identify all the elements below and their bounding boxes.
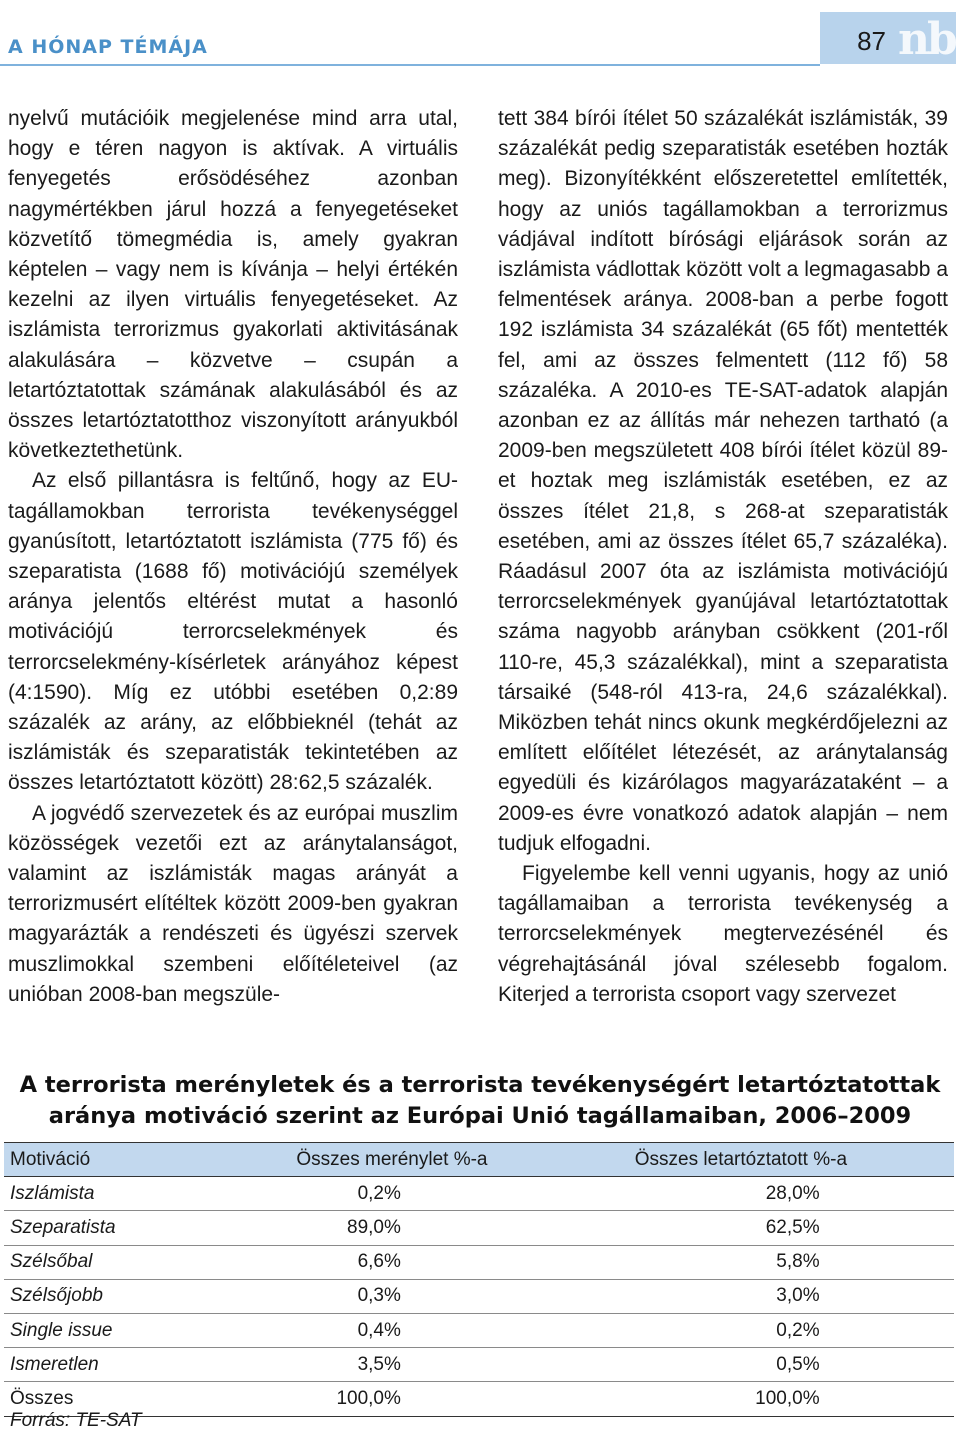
arrest-share: 5,8% bbox=[528, 1245, 826, 1279]
header-rule bbox=[0, 64, 820, 66]
attack-share: 6,6% bbox=[256, 1245, 407, 1279]
right-column bbox=[498, 104, 948, 1010]
left-paragraph-2: Az első pillantásra is feltűnő, hogy az EU-tagállamokban terrorista tevékenységgel gyanúsított, letartóztatott iszlámista (775 fő) és szeparatista (1688 fő) motivációjú személyek aránya jelentős eltérést mutat a hasonló motivációjú terrorcselekmények és terrorcselekmény-kísérletek arányához képest (4:1590). Míg ez utóbbi esetében 0,2:89 százalék az arány, az előbbieknél (tehát az iszlámisták és szeparatisták tekintetében az összes letartóztatott között) 28:62,5 százalék. bbox=[8, 469, 458, 795]
arrest-share: 28,0% bbox=[528, 1177, 826, 1211]
page-number: 87 bbox=[857, 26, 886, 56]
arrest-share: 62,5% bbox=[528, 1211, 826, 1245]
attack-share: 3,5% bbox=[256, 1348, 407, 1382]
table-row bbox=[4, 1177, 954, 1211]
attack-share: 89,0% bbox=[256, 1211, 407, 1245]
row-label: Ismeretlen bbox=[4, 1348, 256, 1382]
table-total-row bbox=[4, 1382, 954, 1416]
table-row bbox=[4, 1348, 954, 1382]
row-label: Single issue bbox=[4, 1313, 256, 1347]
left-paragraph-1: nyelvű mutációik megjelenése mind arra utal, hogy e téren nagyon is aktívak. A virtuális fenyegetés erősödéséhez azonban nagymértékben járul hozzá a fenyegetéseket közvetítő tömegmédia is, amely gyakran képtelen – vagy nem is kívánja – helyi értékén kezelni az ilyen virtuális fenyegetéseket. Az iszlámista terrorizmus gyakorlati aktivitásának alakulására – közvetve – csupán a letartóztatottak számának alakulásából és az összes letartóztatotthoz viszonyított arányukból következtethetünk. bbox=[8, 107, 458, 463]
header-motivation: Motiváció bbox=[4, 1143, 256, 1177]
total-arrest-share: 100,0% bbox=[528, 1382, 826, 1416]
header-arrests: Összes letartóztatott %-a bbox=[528, 1143, 954, 1177]
attack-share: 0,2% bbox=[256, 1177, 407, 1211]
magazine-logo: nb bbox=[898, 14, 955, 65]
table-row bbox=[4, 1211, 954, 1245]
table-title-line-1: A terrorista merényletek és a terrorista tevékenységért letartóztatottak bbox=[19, 1072, 941, 1098]
total-label: Összes bbox=[4, 1382, 256, 1416]
motivation-table bbox=[4, 1142, 954, 1417]
table-title-line-2: aránya motiváció szerint az Európai Unió tagállamaiban, 2006–2009 bbox=[48, 1103, 912, 1129]
page-number-box bbox=[820, 12, 956, 64]
row-label: Szélsőbal bbox=[4, 1245, 256, 1279]
right-paragraph-2: Figyelembe kell venni ugyanis, hogy az unió tagállamaiban a terrorista tevékenység a terrorcselekmények megtervezésénél és végrehajtásánál jóval szélesebb fogalom. Kiterjed a terrorista csoport vagy szervezet bbox=[498, 862, 948, 1006]
arrest-share: 3,0% bbox=[528, 1279, 826, 1313]
article-body bbox=[8, 104, 954, 1044]
table-header-row bbox=[4, 1143, 954, 1177]
page-header bbox=[0, 0, 960, 80]
table-title bbox=[0, 1070, 960, 1132]
arrest-share: 0,2% bbox=[528, 1313, 826, 1347]
row-label: Szeparatista bbox=[4, 1211, 256, 1245]
row-label: Szélsőjobb bbox=[4, 1279, 256, 1313]
table-source: Forrás: TE-SAT bbox=[10, 1410, 142, 1431]
total-attack-share: 100,0% bbox=[256, 1382, 407, 1416]
table-row bbox=[4, 1313, 954, 1347]
section-title: A HÓNAP TÉMÁJA bbox=[8, 36, 208, 58]
left-paragraph-3: A jogvédő szervezetek és az európai muszlim közösségek vezetői ezt az aránytalanságot, valamint az iszlámisták magas arányát a terrorizmusért elítéltek között 2009-ben gyakran magyarázták a rendészeti és ügyészi szervek muszlimokkal szembeni előítéleteivel (az unióban 2008-ban megszüle- bbox=[8, 801, 458, 1006]
right-paragraph-1: tett 384 bírói ítélet 50 százalékát iszlámisták, 39 százalékát pedig szeparatisták esetében hozták meg). Bizonyítékként előszeretettel említették, hogy az uniós tagállamokban a terrorizmus vádjával indított bírósági eljárások során az iszlámista vádlottak között volt a legmagasabb a felmentések aránya. 2008-ban a perbe fogott 192 iszlámista 34 százalékát (65 főt) mentették fel, ami az összes felmentett (112 fő) 58 százaléka. A 2010-es TE-SAT-adatok alapján azonban ez az állítás már nehezen tartható (a 2009-ben megszületett 408 bírói ítélet közül 89-et hoztak meg iszlámisták esetében, ez az összes ítélet 21,8, s 268-at szeparatisták esetében, ami az összes ítélet 65,7 százaléka). Ráadásul 2007 óta az iszlámista motivációjú terrorcselekmények gyanújával letartóztatottak száma nagyobb arányban csökkent (201-ről 110-re, 45,3 százalékkal), mint a szeparatista társaiké (548-ról 413-ra, 24,6 százalékkal). Miközben tehát nincs okunk megkérdőjelezni az említett előítélet létezését, az aránytalanság egyedüli és kizárólagos magyarázataként – a 2009-es évre vonatkozó adatok alapján – nem tudjuk elfogadni. bbox=[498, 107, 948, 855]
arrest-share: 0,5% bbox=[528, 1348, 826, 1382]
attack-share: 0,3% bbox=[256, 1279, 407, 1313]
table-row bbox=[4, 1245, 954, 1279]
table-row bbox=[4, 1279, 954, 1313]
attack-share: 0,4% bbox=[256, 1313, 407, 1347]
row-label: Iszlámista bbox=[4, 1177, 256, 1211]
left-column bbox=[8, 104, 458, 1010]
header-attacks: Összes merénylet %-a bbox=[256, 1143, 528, 1177]
